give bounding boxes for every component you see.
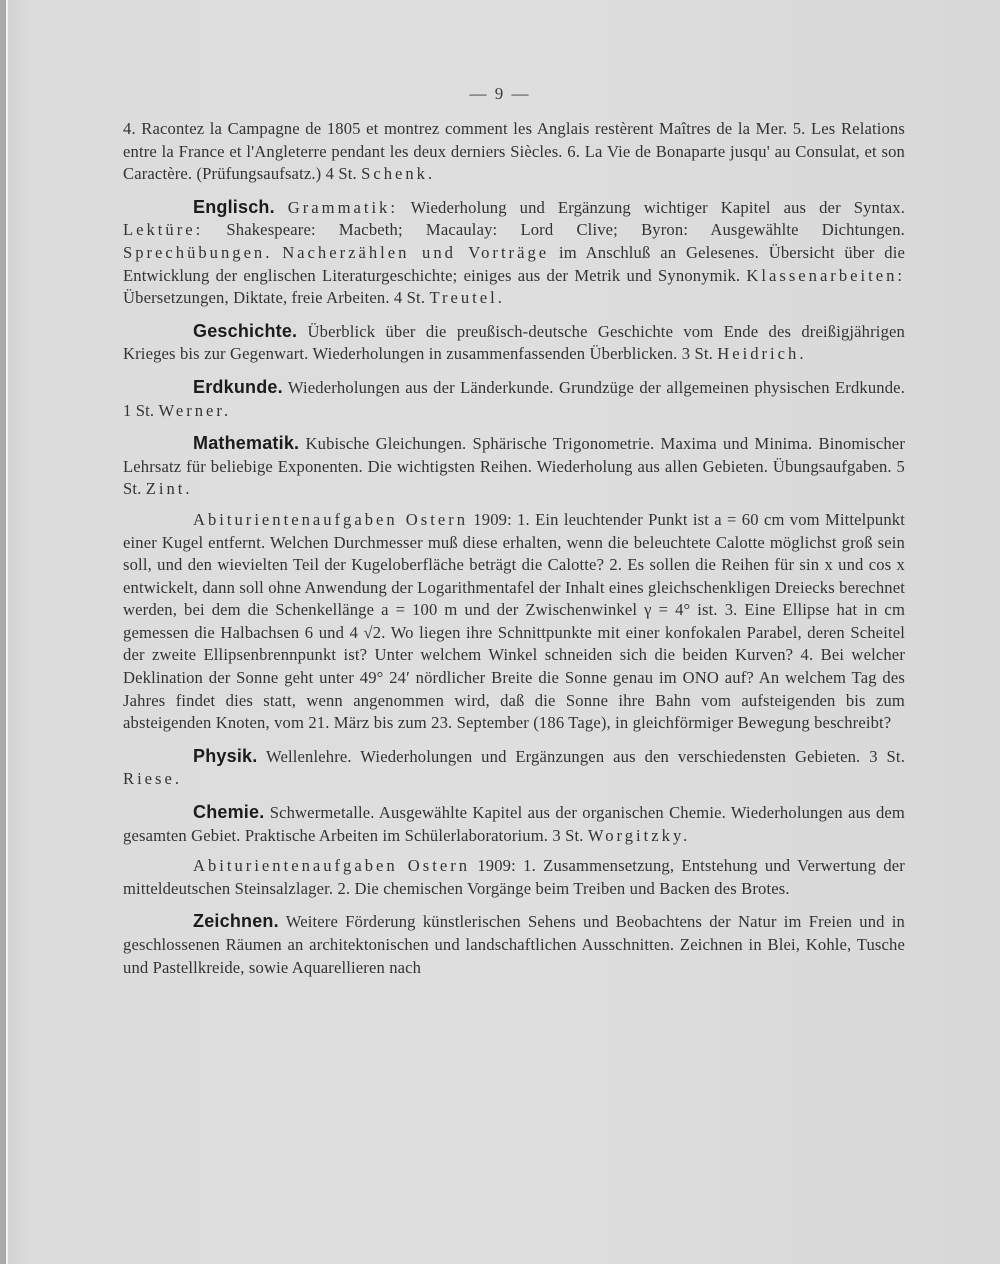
page-body [123,118,905,979]
erdkunde-text: Wiederholungen aus der Länderkunde. Grundzüge der allgemeinen physischen Erdkunde. 1 St. [123,377,905,420]
englisch-nach-text: im Anschluß an Gelesenes. Übersicht über die Entwicklung der englischen Literaturgeschichte; einiges aus der Metrik und Synonymik. [123,242,905,285]
chemie-teacher: Worgitzky. [587,825,691,845]
paragraph-chemie [123,801,905,847]
englisch-klassen-text: Übersetzungen, Diktate, freie Arbeiten. 4 St. [123,288,426,308]
math-abitur-text: 1909: 1. Ein leuchtender Punkt ist a = 60 cm vom Mittelpunkt einer Kugel entfernt. Welchen Durchmesser muß diese erhalten, wenn die beleuchtete Calotte möglichst groß sein soll, und den wievielten Teil der Kugeloberfläche beträgt die Calotte? 2. Es sollen die Reihen für sin x und cos x entwickelt, dann soll ohne Anwendung der Logarithmentafel der Inhalt eines gleichschenkligen Dreiecks berechnet werden, bei dem die Schenkellänge a = 100 m und der Zwischenwinkel γ = 4° ist. 3. Eine Ellipse hat in cm gemessen die Halbachsen 6 und 4 √2. Wo liegen ihre Schnittpunkte mit einer konfokalen Parabel, deren Scheitel der zweite Ellipsenbrennpunkt ist? Unter welchem Winkel schneiden sich die beiden Kurven? 4. Bei welcher Deklination der Sonne geht unter 49° 24′ nördlicher Breite die Sonne genau im ONO auf? An welchem Tag des Jahres findet dies statt, wenn angenommen wird, daß die Sonne ihre Bahn vom aufsteigenden bis zum absteigenden Knoten, vom 21. März bis zum 23. September (186 Tage), in gleichförmiger Bewegung beschreibt? [123,509,905,733]
paragraph-englisch [123,196,905,310]
englisch-grammatik-text: Wiederholung und Ergänzung wichtiger Kapitel aus der Syntax. [410,197,905,217]
paragraph-zeichnen [123,910,905,979]
physik-teacher: Riese. [123,769,183,789]
heading-chemie: Chemie. [193,802,265,823]
heading-physik: Physik. [193,745,258,766]
paragraph-math-abitur [123,509,905,735]
englisch-lekture-label: Lektüre: [123,220,204,240]
paragraph-chem-abitur [123,855,905,900]
heading-erdkunde: Erdkunde. [193,376,283,397]
french-text: 4. Racontez la Campagne de 1805 et montrez comment les Anglais restèrent Maîtres de la Mer. 5. Les Relations entre la France et l'Angleterre pendant les deux derniers Siècles. 6. La Vie de Bonaparte jusqu' au Consulat, et son Caractère. (Prüfungsaufsatz.) 4 St. [123,119,905,184]
chem-abitur-label: Abiturientenaufgaben Ostern [193,856,471,876]
heading-englisch: Englisch. [193,196,275,217]
geschichte-teacher: Heidrich. [717,344,807,364]
paragraph-french-continued [123,118,905,186]
french-teacher: Schenk. [361,164,436,184]
paragraph-physik [123,745,905,791]
chem-abitur-text: 1909: 1. Zusammensetzung, Entstehung und Verwertung der mitteldeutschen Steinsalzlager. 2. Die chemischen Vorgänge beim Treiben und Backen des Brotes. [123,856,905,898]
paragraph-geschichte [123,320,905,366]
paragraph-mathematik [123,432,905,501]
heading-geschichte: Geschichte. [193,320,298,341]
physik-text: Wellenlehre. Wiederholungen und Ergänzungen aus den verschiedensten Gebieten. 3 St. [266,746,905,766]
heading-mathematik: Mathematik. [193,433,300,454]
mathematik-text: Kubische Gleichungen. Sphärische Trigonometrie. Maxima und Minima. Binomischer Lehrsatz für beliebige Exponenten. Die wichtigsten Reihen. Wiederholung aus allen Gebieten. Übungsaufgaben. 5 St. [123,434,905,499]
page-number: — 9 — [469,84,531,103]
englisch-nach-label: Nacherzählen und Vorträge [282,242,550,262]
geschichte-text: Überblick über die preußisch-deutsche Geschichte vom Ende des dreißigjährigen Krieges bis zur Gegenwart. Wiederholungen in zusammenfassenden Überblicken. 3 St. [123,321,905,364]
englisch-grammatik-label: Grammatik: [287,197,398,217]
page-edge-highlight [6,0,8,1264]
englisch-teacher: Treutel. [429,288,505,308]
englisch-sprech-label: Sprechübungen. [123,242,273,262]
englisch-lekture-text: Shakespeare: Macbeth; Macaulay: Lord Clive; Byron: Ausgewählte Dichtungen. [226,220,905,240]
erdkunde-teacher: Werner. [158,400,232,420]
chemie-text: Schwermetalle. Ausgewählte Kapitel aus der organischen Chemie. Wiederholungen aus dem gesamten Gebiet. Praktische Arbeiten im Schülerlaboratorium. 3 St. [123,803,905,845]
math-abitur-label: Abiturientenaufgaben Ostern [193,509,469,529]
englisch-klassen-label: Klassenarbeiten: [746,265,905,285]
zeichnen-text: Weitere Förderung künstlerischen Sehens und Beobachtens der Natur im Freien und in geschlossenen Räumen an architektonischen und landschaftlichen Ausschnitten. Zeichnen in Blei, Kohle, Tusche und Pastellkreide, sowie Aquarellieren nach [123,912,906,977]
mathematik-teacher: Zint. [145,479,193,499]
heading-zeichnen: Zeichnen. [193,911,279,932]
paragraph-erdkunde [123,376,905,422]
